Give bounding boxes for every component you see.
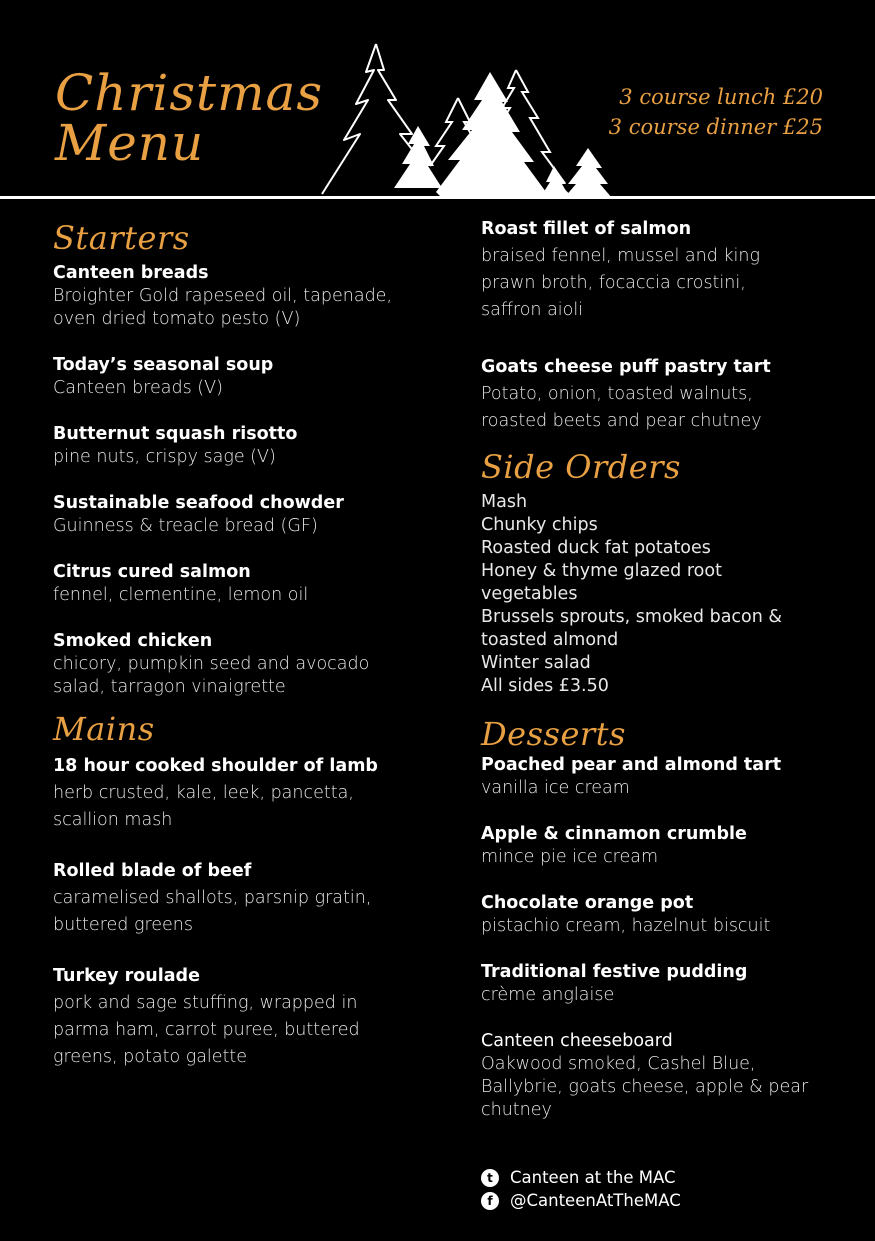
desserts-list <box>481 754 826 1122</box>
menu-item <box>53 561 443 607</box>
item-name: Apple & cinnamon crumble <box>481 824 747 844</box>
item-description: herb crusted, kale, leek, pancetta, scallion mash <box>53 783 354 830</box>
header-divider <box>0 196 875 199</box>
menu-item <box>481 961 826 1007</box>
item-description: Canteen breads (V) <box>53 378 223 398</box>
mains-list-right <box>481 216 826 435</box>
menu-item <box>481 823 826 869</box>
social-links <box>481 1166 681 1212</box>
menu-item <box>53 753 443 834</box>
item-name: Poached pear and almond tart <box>481 755 782 775</box>
item-name: Canteen cheeseboard <box>481 1031 673 1051</box>
item-name: Butternut squash risotto <box>53 424 298 444</box>
left-column <box>53 210 443 1094</box>
item-description: chicory, pumpkin seed and avocado salad, tarragon vinaigrette <box>53 654 370 697</box>
starters-list <box>53 262 443 699</box>
item-description: Oakwood smoked, Cashel Blue, Ballybrie, goats cheese, apple & pear chutney <box>481 1054 809 1120</box>
menu-item <box>481 1030 826 1122</box>
side-item: Winter salad <box>481 653 591 673</box>
price-dinner: 3 course dinner £25 <box>608 115 823 139</box>
item-name: 18 hour cooked shoulder of lamb <box>53 756 378 776</box>
right-column <box>481 216 826 1145</box>
menu-item <box>53 630 443 699</box>
item-description: crème anglaise <box>481 985 615 1005</box>
price-lunch: 3 course lunch £20 <box>619 85 823 109</box>
menu-item <box>53 423 443 469</box>
mains-heading: Mains <box>53 710 155 748</box>
side-item: Honey & thyme glazed root vegetables <box>481 561 722 604</box>
item-name: Today’s seasonal soup <box>53 355 274 375</box>
menu-item <box>481 216 826 324</box>
menu-title <box>55 64 323 172</box>
menu-title-line1: Christmas <box>55 64 323 122</box>
desserts-heading: Desserts <box>481 715 626 753</box>
item-description: Potato, onion, toasted walnuts, roasted beets and pear chutney <box>481 384 762 431</box>
item-name: Traditional festive pudding <box>481 962 748 982</box>
menu-item <box>53 963 443 1071</box>
side-item: Roasted duck fat potatoes <box>481 538 711 558</box>
item-description: vanilla ice cream <box>481 778 630 798</box>
menu-item <box>481 892 826 938</box>
twitter-icon: t <box>481 1169 499 1187</box>
twitter-handle: Canteen at the MAC <box>510 1168 676 1187</box>
facebook-icon: f <box>481 1192 499 1210</box>
item-name: Sustainable seafood chowder <box>53 493 344 513</box>
item-description: Broighter Gold rapeseed oil, tapenade, oven dried tomato pesto (V) <box>53 286 393 329</box>
menu-title-line2: Menu <box>55 114 205 172</box>
item-description: pine nuts, crispy sage (V) <box>53 447 276 467</box>
item-description: caramelised shallots, parsnip gratin, buttered greens <box>53 888 372 935</box>
item-description: pistachio cream, hazelnut biscuit <box>481 916 771 936</box>
item-name: Roast fillet of salmon <box>481 219 692 239</box>
item-description: Guinness & treacle bread (GF) <box>53 516 318 536</box>
menu-item <box>53 262 443 331</box>
side-item: Mash <box>481 492 528 512</box>
starters-heading: Starters <box>53 219 190 257</box>
item-name: Turkey roulade <box>53 966 200 986</box>
price-info <box>609 82 823 142</box>
item-name: Citrus cured salmon <box>53 562 251 582</box>
menu-item <box>53 858 443 939</box>
item-description: mince pie ice cream <box>481 847 659 867</box>
menu-item <box>53 354 443 400</box>
side-item: Chunky chips <box>481 515 598 535</box>
menu-item <box>53 492 443 538</box>
item-name: Canteen breads <box>53 263 209 283</box>
item-description: fennel, clementine, lemon oil <box>53 585 309 605</box>
twitter-link[interactable] <box>481 1166 681 1189</box>
mains-list-left <box>53 753 443 1071</box>
item-name: Goats cheese puff pastry tart <box>481 357 771 377</box>
menu-header <box>0 0 875 197</box>
side-orders-list <box>481 491 826 698</box>
side-item: Brussels sprouts, smoked bacon & toasted almond <box>481 607 783 650</box>
item-name: Chocolate orange pot <box>481 893 694 913</box>
facebook-handle: @CanteenAtTheMAC <box>510 1191 681 1210</box>
side-item-price: All sides £3.50 <box>481 676 609 696</box>
facebook-link[interactable] <box>481 1189 681 1212</box>
item-name: Rolled blade of beef <box>53 861 252 881</box>
item-description: braised fennel, mussel and king prawn broth, focaccia crostini, saffron aioli <box>481 246 760 320</box>
menu-item <box>481 354 826 435</box>
item-description: pork and sage stuffing, wrapped in parma ham, carrot puree, buttered greens, potato galette <box>53 993 360 1067</box>
side-orders-heading: Side Orders <box>481 448 681 486</box>
item-name: Smoked chicken <box>53 631 213 651</box>
christmas-trees-illustration <box>318 42 618 198</box>
menu-item <box>481 754 826 800</box>
